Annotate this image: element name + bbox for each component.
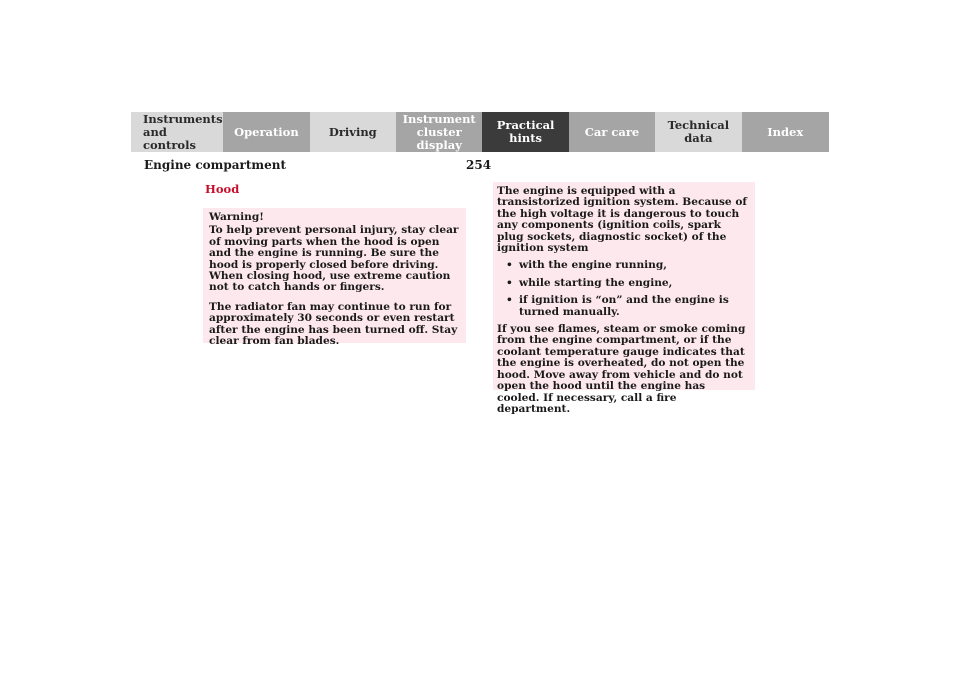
ignition-closing: If you see flames, steam or smoke coming from the engine compartment, or if the coolant temperature gauge indicates that the engine is overheated, do not open the hood. Move away from vehicle and do not open the hood until the engine has cooled. If necessary, call a fire department. bbox=[497, 323, 746, 415]
warning-box bbox=[203, 208, 466, 348]
warning-paragraph: The radiator fan may continue to run for approximately 30 seconds or even restart after the engine has been turned off. Stay clear from fan blades. bbox=[209, 300, 458, 348]
tab-operation[interactable]: Operation bbox=[223, 112, 309, 152]
warning-title: Warning! bbox=[209, 211, 264, 223]
list-item: • while starting the engine, bbox=[497, 278, 751, 289]
warning-paragraph: To help prevent personal injury, stay clear of moving parts when the hood is open and the engine is running. Be sure the hood is properly closed before driving. When closing hood, use extreme caution not to catch hands or fingers. bbox=[209, 224, 459, 294]
subheading-hood: Hood bbox=[205, 182, 240, 196]
tab-instruments-and-controls[interactable]: Instruments and controls bbox=[131, 112, 223, 152]
tab-practical-hints[interactable]: Practical hints bbox=[482, 112, 568, 152]
ignition-warning-box bbox=[493, 182, 755, 415]
page-number: 254 bbox=[466, 158, 492, 172]
list-item: • if ignition is “on” and the engine is turned manually. bbox=[497, 295, 751, 318]
tab-index[interactable]: Index bbox=[742, 112, 829, 152]
tab-technical-data[interactable]: Technical data bbox=[655, 112, 741, 152]
tab-car-care[interactable]: Car care bbox=[569, 112, 655, 152]
ignition-intro: The engine is equipped with a transistorized ignition system. Because of the high voltage it is dangerous to touch any components (ignition coils, spark plug sockets, diagnostic socket) of the ignition system bbox=[497, 185, 747, 255]
tab-instrument-cluster-display[interactable]: Instrument cluster display bbox=[396, 112, 482, 152]
ignition-bullet-list bbox=[497, 260, 751, 318]
list-item: • with the engine running, bbox=[497, 260, 751, 271]
tab-driving[interactable]: Driving bbox=[310, 112, 396, 152]
section-title: Engine compartment bbox=[144, 158, 286, 172]
chapter-tab-bar bbox=[131, 112, 829, 152]
